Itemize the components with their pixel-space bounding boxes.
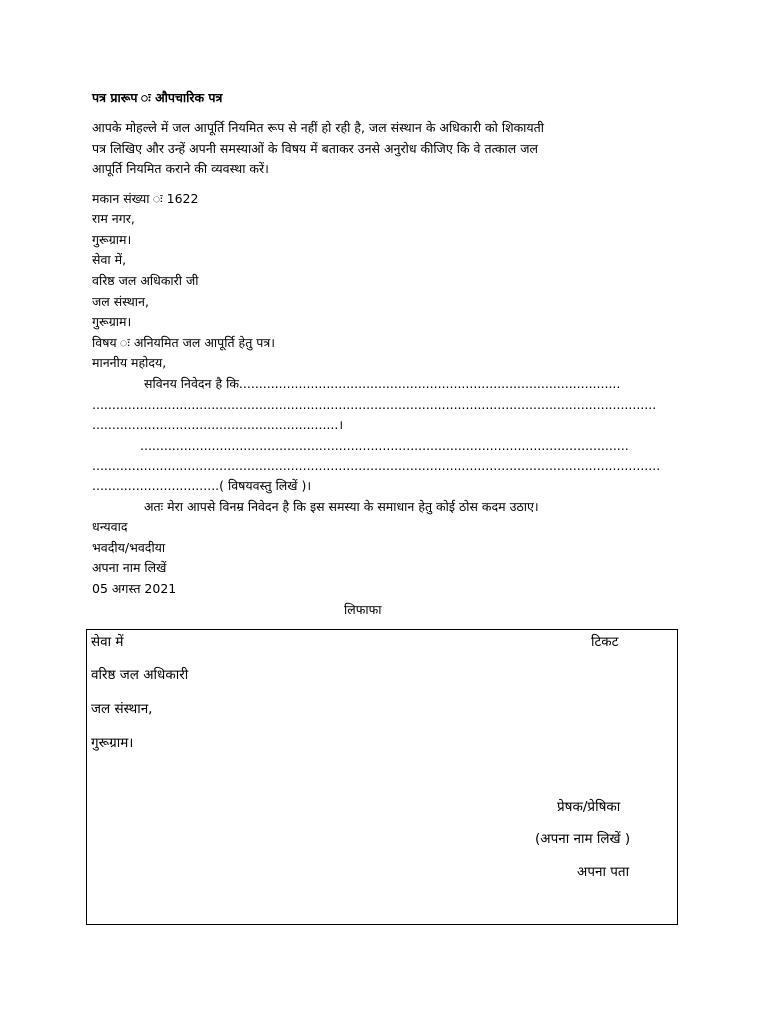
sender-locality: राम नगर, [92,211,135,226]
sender-city: गुरूग्राम। [92,232,132,247]
body-line-6: ................................( विषयवस्तु लिखें )। [92,478,312,493]
stamp-label: टिकट [591,634,619,650]
envelope-city: गुरूग्राम। [91,735,134,751]
question-line-1: आपके मोहल्ले में जल आपूर्ति नियमित रूप से नहीं हो रही है, जल संस्थान के अधिकारी को शिकायती [92,120,545,135]
recipient-designation: वरिष्ठ जल अधिकारी जी [92,273,199,288]
letter-date: 05 अगस्त 2021 [92,581,177,596]
recipient-city: गुरूग्राम। [92,314,132,329]
closing-request: अतः मेरा आपसे विनम्र निवेदन है कि इस समस्या के समाधान हेतु कोई ठोस कदम उठाए। [144,499,539,514]
recipient-office: जल संस्थान, [92,294,149,309]
recipient-seva-mein: सेवा में, [92,252,127,267]
sender-label: प्रेषक/प्रेषिका [557,799,621,815]
envelope-title: लिफाफा [344,602,382,617]
question-line-3: आपूर्ति नियमित कराने की व्यवस्था करें। [92,161,269,176]
sender-house-number: मकान संख्या ः 1622 [92,191,199,206]
envelope-office: जल संस्थान, [91,701,153,717]
your-name: अपना नाम लिखें [92,560,167,575]
body-line-3: ..............................................................। [92,417,344,432]
envelope-seva-mein: सेवा में [91,634,124,650]
letter-subject: विषय ः अनियमित जल आपूर्ति हेतु पत्र। [92,335,276,350]
yours-faithfully: भवदीय/भवदीया [92,540,166,555]
page-heading: पत्र प्रारूप ः औपचारिक पत्र [92,90,223,105]
body-line-2: .............................................................................................................................................. [92,397,657,412]
body-line-1: सविनय निवेदन है कि................................................................................................ [144,376,621,391]
envelope-designation: वरिष्ठ जल अधिकारी [91,667,189,683]
body-line-4: ........................................................................................................................... [140,438,629,453]
letter-salutation: माननीय महोदय, [92,355,167,370]
thanks: धन्यवाद [92,519,128,534]
envelope-box [86,629,678,925]
sender-address-placeholder: अपना पता [577,864,630,880]
question-line-2: पत्र लिखिए और उन्हें अपनी समस्याओं के विषय में बताकर उनसे अनुरोध कीजिए कि वे तत्काल जल [92,141,538,156]
sender-name-placeholder: (अपना नाम लिखें ) [535,831,631,847]
body-line-5: ............................................................................................................................................... [92,458,661,473]
